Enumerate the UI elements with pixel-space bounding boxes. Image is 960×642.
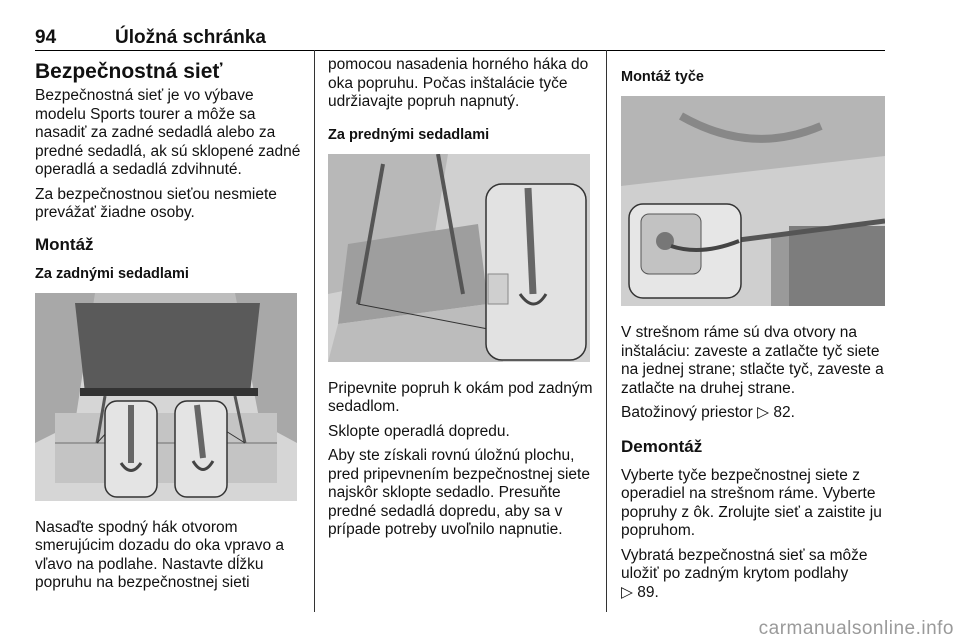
removal-paragraph: Vyberte tyče bezpečnostnej siete z operadiel na strešnom ráme. Vyberte popruhy z ôk. Zrolujte sieť a zaistite ju popruhom. — [621, 466, 882, 539]
intro-paragraph: Bezpečnostná sieť je vo výbave modelu Sports tourer a môže sa nasadiť za zadné sedadlá alebo za predné sedadlá, ak sú sklopené zadné operadlá a sedadlá zdvihnuté. — [35, 87, 301, 178]
demontaz-heading: Demontáž — [621, 436, 703, 456]
luggage-ref-page: 82. — [773, 404, 795, 421]
page-number: 94 — [35, 27, 57, 48]
storage-paragraph — [621, 547, 889, 603]
attach-strap-paragraph: Pripevnite popruh k okám pod zadným sedadlom. — [328, 379, 593, 415]
column-2 — [328, 56, 593, 546]
column-divider-1 — [314, 50, 315, 612]
fold-backrests-paragraph: Sklopte operadlá dopredu. — [328, 422, 510, 440]
storage-text: Vybratá bezpečnostná sieť sa môže uložiť po zadným krytom podlahy — [621, 546, 868, 582]
header-rule — [35, 50, 885, 51]
column-1 — [35, 56, 303, 599]
rod-install-paragraph: V strešnom ráme sú dva otvory na inštaláciu: zaveste a zatlačte tyč siete na jednej strane; stlačte tyč, zaveste a zatlačte na druhej strane. — [621, 324, 884, 397]
strap-adjust-paragraph: pomocou nasadenia horného háka do oka popruhu. Počas inštalácie tyče udržiavajte popruh napnutý. — [328, 56, 589, 110]
rear-seats-illustration — [35, 293, 297, 501]
front-seats-heading: Za prednými sedadlami — [328, 126, 490, 143]
page-ref-arrow-icon: ▷ — [621, 583, 633, 601]
column-divider-2 — [606, 50, 607, 612]
page-ref-arrow-icon: ▷ — [757, 404, 770, 421]
rear-install-paragraph: Nasaďte spodný hák otvorom smerujúcim dozadu do oka vpravo a vľavo na podlahe. Nastavte dĺžku popruhu na bezpečnostnej sieti — [35, 518, 284, 591]
luggage-ref-text: Batožinový priestor — [621, 404, 758, 421]
warning-paragraph: Za bezpečnostnou sieťou nesmiete prevážať žiadne osoby. — [35, 185, 277, 221]
rod-install-illustration — [621, 96, 885, 306]
rear-seats-heading: Za zadnými sedadlami — [35, 265, 189, 282]
column-3 — [621, 56, 889, 608]
storage-ref-page: 89. — [637, 583, 659, 601]
section-title: Bezpečnostná sieť — [35, 60, 223, 83]
rod-install-heading: Montáž tyče — [621, 69, 704, 85]
chapter-title: Úložná schránka — [115, 27, 266, 48]
luggage-ref-paragraph — [621, 404, 889, 423]
watermark: carmanualsonline.info — [758, 618, 954, 639]
flat-surface-paragraph: Aby ste získali rovnú úložnú plochu, pred pripevnením bezpečnostnej siete najskôr sklopte sedadlo. Presuňte predné sedadlá dopredu, aby sa v prípade potreby uvoľnilo napnutie. — [328, 447, 590, 538]
front-seats-illustration — [328, 154, 590, 362]
montaz-heading: Montáž — [35, 234, 94, 254]
